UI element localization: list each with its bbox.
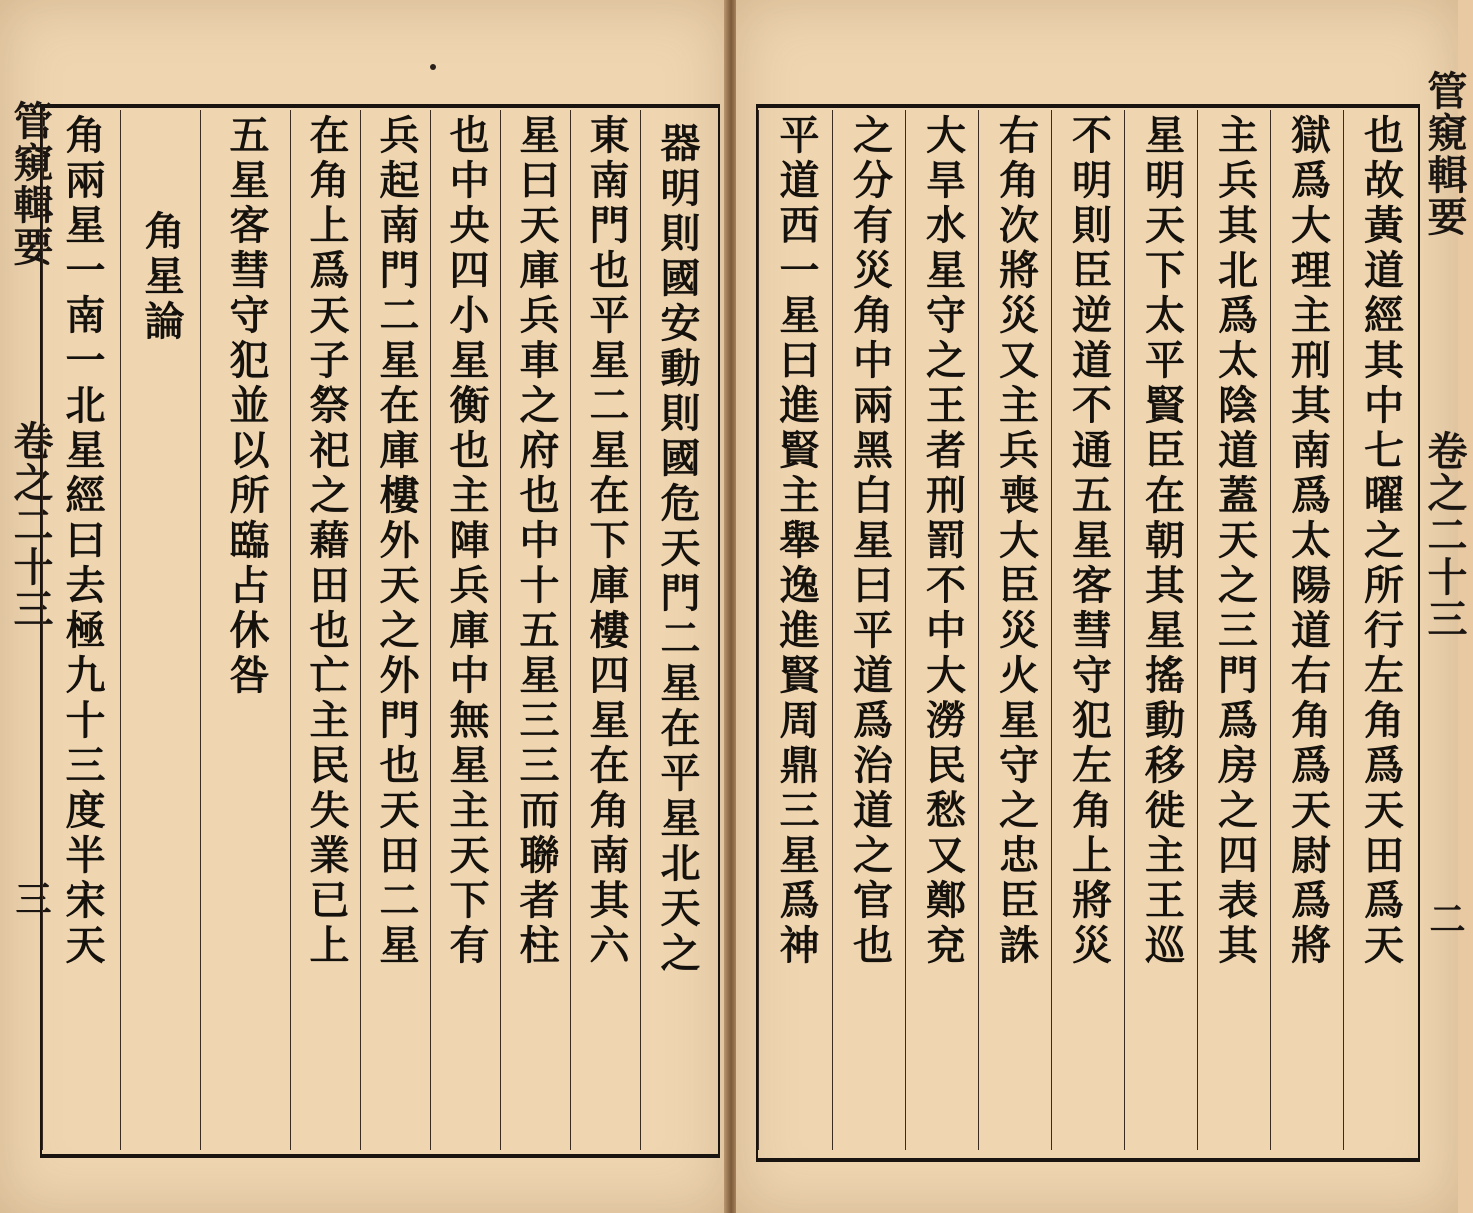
right-page (736, 0, 1468, 1213)
text-column (832, 110, 906, 1150)
right-margin-title: 管窺輯要 (1421, 70, 1468, 238)
left-margin-title: 管窺輯要 (7, 100, 54, 268)
section-heading-column (120, 110, 201, 1150)
column-text: 大旱水星守之王者刑罰不中大澇民愁又鄭兗 (919, 114, 967, 969)
text-column (430, 110, 501, 1150)
text-column (1270, 110, 1344, 1150)
text-column (1197, 110, 1271, 1150)
ink-speck (430, 64, 436, 70)
text-column (500, 110, 571, 1150)
text-column (640, 110, 713, 1150)
text-column (978, 110, 1052, 1150)
left-page (0, 0, 728, 1213)
column-text: 星曰天庫兵車之府也中十五星三三而聯者柱 (513, 114, 560, 969)
column-text: 不明則臣逆道不通五星客彗守犯左角上將災 (1065, 114, 1113, 969)
text-column (570, 110, 641, 1150)
text-column (1124, 110, 1198, 1150)
column-text: 獄爲大理主刑其南爲太陽道右角爲天尉爲將 (1284, 114, 1332, 969)
left-margin-page: 三 (10, 880, 52, 916)
column-text: 東南門也平星二星在下庫樓四星在角南其六 (583, 114, 630, 969)
column-text: 器明則國安動則國危天門二星在平星北天之 (654, 122, 701, 977)
text-column (360, 110, 431, 1150)
right-margin-volume: 卷之二十三 (1421, 430, 1468, 640)
column-text: 右角次將災又主兵喪大臣災火星守之忠臣誅 (992, 114, 1040, 969)
column-text: 之分有災角中兩黑白星曰平道爲治道之官也 (846, 114, 894, 969)
text-column (42, 110, 121, 1150)
text-column (200, 110, 291, 1150)
column-text: 在角上爲天子祭祀之藉田也亡主民失業已上 (303, 114, 350, 969)
column-text: 角兩星一南一北星經曰去極九十三度半宋天 (59, 114, 106, 969)
text-column (1343, 110, 1417, 1150)
column-text: 五星客彗守犯並以所臨占休咎 (223, 114, 270, 699)
text-column (290, 110, 361, 1150)
text-column (905, 110, 979, 1150)
column-text: 也故黃道經其中七曜之所行左角爲天田爲天 (1357, 114, 1405, 969)
column-text: 主兵其北爲太陰道蓋天之三門爲房之四表其 (1211, 114, 1259, 969)
column-text: 平道西一星曰進賢主舉逸進賢周鼎三星爲神 (773, 114, 820, 969)
text-column (1051, 110, 1125, 1150)
right-margin-page: 二 (1424, 900, 1466, 936)
left-margin-volume: 卷之二十三 (7, 420, 54, 630)
column-text: 也中央四小星衡也主陣兵庫中無星主天下有 (443, 114, 490, 969)
section-heading: 角星論 (138, 210, 185, 345)
column-text: 星明天下太平賢臣在朝其星搖動移徙主王巡 (1138, 114, 1186, 969)
column-text: 兵起南門二星在庫樓外天之外門也天田二星 (373, 114, 420, 969)
text-column (758, 110, 833, 1150)
